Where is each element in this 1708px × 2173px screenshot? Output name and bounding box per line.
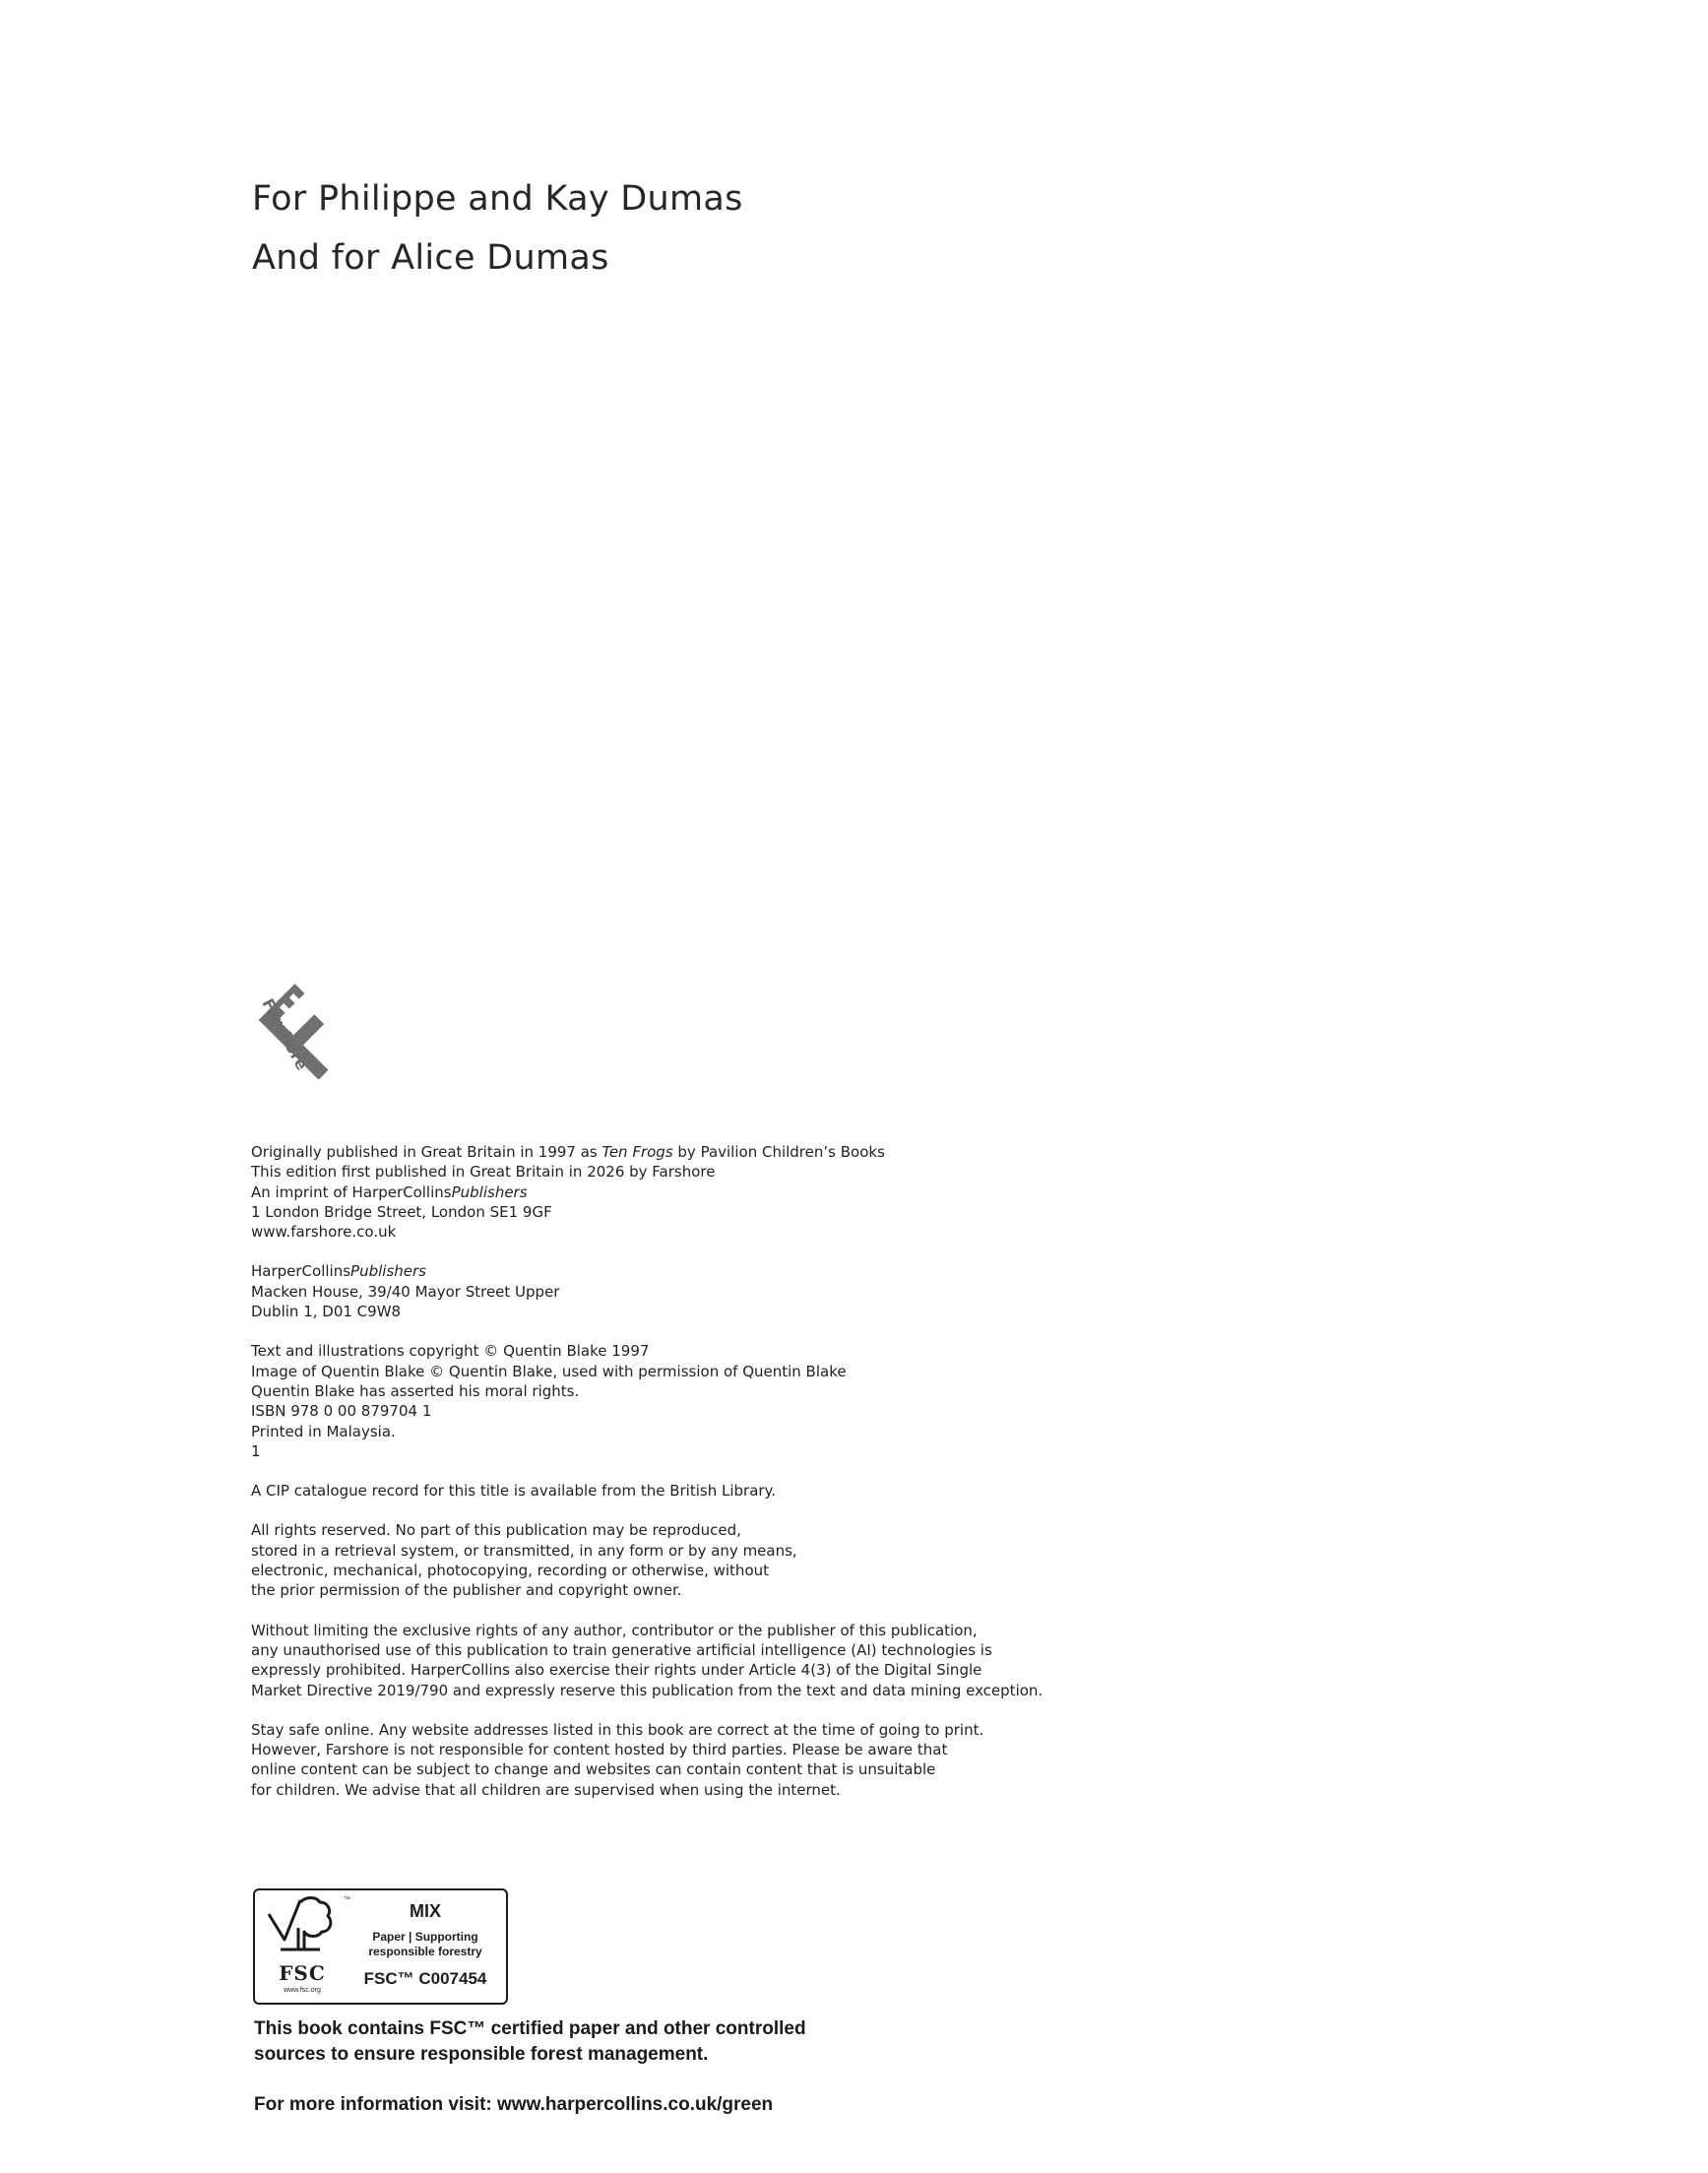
farshore-logo [244,965,362,1103]
website-link: www.farshore.co.uk [251,1223,397,1242]
farshore-logo-text: Farshore [258,994,312,1073]
safety-line-4: for children. We advise that all children are supervised when using the internet. [251,1780,841,1799]
text-span: HarperCollins [251,1262,351,1281]
copyright-block [251,1341,1137,1461]
text-span: An imprint of HarperCollins [251,1182,452,1201]
isbn: ISBN 978 0 00 879704 1 [251,1402,432,1421]
rights-line-2: stored in a retrieval system, or transmitted, in any form or by any means, [251,1541,797,1560]
green-info-link: For more information visit: www.harpercollins.co.uk/green [254,2094,774,2115]
fsc-details [351,1900,499,1989]
text-span: Originally published in Great Britain in 1997 as [251,1143,602,1161]
fsc-url: www.fsc.org [284,1987,321,1994]
safety-line-3: online content can be subject to change and websites can contain content that is unsuitable [251,1760,936,1779]
safety-line-1: Stay safe online. Any website addresses listed in this book are correct at the time of going to print. [251,1720,984,1739]
rights-line-1: All rights reserved. No part of this publication may be reproduced, [251,1521,741,1540]
fsc-desc-line-1: Paper | Supporting [372,1930,478,1944]
ai-notice [251,1621,1137,1700]
rights-line-3: electronic, mechanical, photocopying, recording or otherwise, without [251,1562,770,1580]
dublin-line-3: Dublin 1, D01 C9W8 [251,1303,402,1321]
fsc-license-code: FSC™ C007454 [363,1969,487,1988]
fsc-mix: MIX [409,1901,441,1921]
safety-line-2: However, Farshore is not responsible for content hosted by third parties. Please be aware that [251,1741,948,1759]
rights-line-4: the prior permission of the publisher and copyright owner. [251,1581,682,1600]
copyright-imprint [251,1142,1137,1820]
original-title: Ten Frogs [601,1143,673,1161]
dublin-line-2: Macken House, 39/40 Mayor Street Upper [251,1282,560,1301]
cip-notice [251,1481,1137,1501]
imprint-line [251,1182,1137,1202]
dedication-line-2: And for Alice Dumas [252,238,609,278]
fsc-desc-line-2: responsible forestry [368,1945,482,1958]
address-line: 1 London Bridge Street, London SE1 9GF [251,1202,552,1221]
dedication-line-1: For Philippe and Kay Dumas [252,179,743,219]
publishing-line [251,1142,1137,1162]
printed-in: Printed in Malaysia. [251,1422,396,1440]
fsc-trademark: ™ [344,1896,350,1903]
ai-line-2: any unauthorised use of this publication to train generative artificial intelligence (AI) technologies is [251,1640,992,1659]
edition-line: This edition first published in Great Britain in 2026 by Farshore [251,1163,716,1182]
publishing-info [251,1142,1137,1242]
copyright-line-2: Image of Quentin Blake © Quentin Blake, used with permission of Quentin Blake [251,1362,847,1380]
fsc-label [253,1888,508,2005]
cip-line: A CIP catalogue record for this title is available from the British Library. [251,1482,777,1501]
text-span: Publishers [350,1262,426,1281]
dedication [252,169,743,288]
copyright-line-3: Quentin Blake has asserted his moral rights. [251,1381,580,1400]
fsc-statement-line-2: sources to ensure responsible forest management. [254,2044,709,2065]
print-number: 1 [251,1441,261,1460]
text-span: by Pavilion Children’s Books [672,1143,885,1161]
farshore-logo-icon [244,965,362,1103]
dublin-address [251,1261,1137,1321]
safety-notice [251,1720,1137,1800]
fsc-statement [254,2016,845,2068]
rights-notice [251,1520,1137,1600]
dublin-publisher [251,1261,1137,1281]
fsc-statement-line-1: This book contains FSC™ certified paper and other controlled [254,2018,806,2039]
fsc-description [351,1930,499,1959]
copyright-line-1: Text and illustrations copyright © Quentin Blake 1997 [251,1342,650,1361]
ai-line-4: Market Directive 2019/790 and expressly reserve this publication from the text and data mining exception. [251,1681,1044,1699]
fsc-mark: FSC [279,1961,326,1985]
ai-line-1: Without limiting the exclusive rights of any author, contributor or the publisher of this publication, [251,1621,978,1639]
fsc-logo [261,1894,350,1999]
text-span: Publishers [451,1182,528,1201]
tree-check-icon [261,1894,342,1957]
ai-line-3: expressly prohibited. HarperCollins also exercise their rights under Article 4(3) of the Digital Single [251,1661,982,1680]
